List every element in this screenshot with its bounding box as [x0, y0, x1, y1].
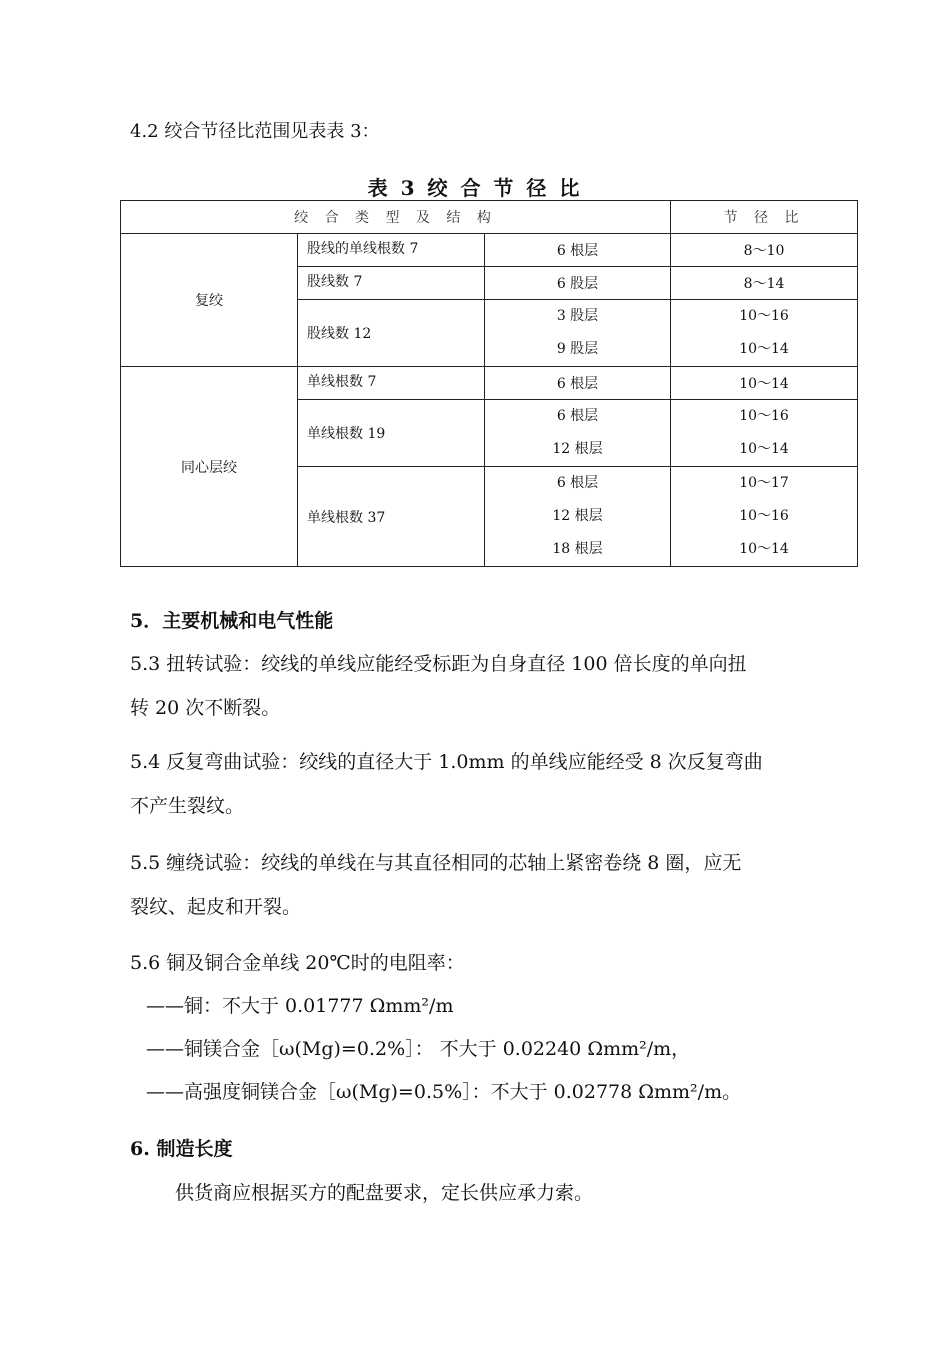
structure-cell: 单线根数 37	[298, 467, 485, 567]
structure-cell: 单线根数 19	[298, 400, 485, 467]
layer-stack-cell	[485, 400, 671, 467]
section-4-2-text: 4.2 绞合节径比范围见表表 3：	[130, 121, 380, 142]
layer-cell: 6 股层	[485, 267, 671, 300]
ratio-cell: 8～14	[671, 267, 858, 300]
ratio-value: 10～16	[739, 408, 789, 424]
table-header-row	[121, 201, 858, 234]
header-ratio-cell: 节 径 比	[671, 201, 858, 234]
layer-value: 12 根层	[552, 508, 603, 524]
section-5-3-line2: 转 20 次不断裂。	[130, 697, 281, 719]
resistivity-copper-magnesium: ——铜镁合金［ω(Mg)=0.2%］： 不大于 0.02240 Ωmm²/m，	[146, 1038, 691, 1060]
layer-value: 12 根层	[552, 441, 603, 457]
table-row	[121, 367, 858, 400]
layer-stack-cell	[485, 300, 671, 367]
structure-cell: 单线根数 7	[298, 367, 485, 400]
ratio-value: 10～16	[739, 508, 789, 524]
section-5-5-line2: 裂纹、起皮和开裂。	[130, 896, 302, 918]
ratio-stack-cell	[671, 400, 858, 467]
layer-value: 9 股层	[556, 341, 599, 357]
group-name-cell: 复绞	[121, 234, 298, 367]
section-6-text: 供货商应根据买方的配盘要求，定长供应承力索。	[175, 1182, 594, 1204]
ratio-value: 10～14	[739, 441, 789, 457]
ratio-cell: 8～10	[671, 234, 858, 267]
layer-value: 18 根层	[552, 541, 603, 557]
ratio-cell: 10～14	[671, 367, 858, 400]
table-row	[121, 234, 858, 267]
layer-cell: 6 根层	[485, 367, 671, 400]
resistivity-high-strength-copper-magnesium: ——高强度铜镁合金［ω(Mg)=0.5%］：不大于 0.02778 Ωmm²/m。	[146, 1081, 742, 1103]
layer-value: 6 根层	[556, 408, 599, 424]
ratio-stack-cell	[671, 300, 858, 367]
header-type-cell: 绞 合 类 型 及 结 构	[121, 201, 671, 234]
section-5-5-line1: 5.5 缠绕试验：绞线的单线在与其直径相同的芯轴上紧密卷绕 8 圈，应无	[130, 852, 742, 874]
group-name-cell: 同心层绞	[121, 367, 298, 567]
layer-cell: 6 根层	[485, 234, 671, 267]
section-5-4-line2: 不产生裂纹。	[130, 795, 245, 817]
section-5-6-text: 5.6 铜及铜合金单线 20℃时的电阻率：	[130, 952, 465, 974]
section-6-heading: 6. 制造长度	[130, 1138, 233, 1160]
structure-cell: 股线数 12	[298, 300, 485, 367]
ratio-value: 10～16	[739, 308, 789, 324]
layer-value: 3 股层	[556, 308, 599, 324]
structure-cell: 股线数 7	[298, 267, 485, 300]
ratio-stack-cell	[671, 467, 858, 567]
ratio-value: 10～17	[739, 475, 789, 491]
layer-value: 6 根层	[556, 475, 599, 491]
table-caption: 表 3 绞 合 节 径 比	[367, 176, 583, 200]
section-5-3-line1: 5.3 扭转试验：绞线的单线应能经受标距为自身直径 100 倍长度的单向扭	[130, 653, 747, 675]
resistivity-copper: ——铜：不大于 0.01777 Ωmm²/m	[146, 995, 454, 1017]
layer-stack-cell	[485, 467, 671, 567]
section-5-4-line1: 5.4 反复弯曲试验：绞线的直径大于 1.0mm 的单线应能经受 8 次反复弯曲	[130, 751, 763, 773]
structure-cell: 股线的单线根数 7	[298, 234, 485, 267]
section-5-heading: 5．主要机械和电气性能	[130, 610, 334, 632]
pitch-ratio-table	[120, 200, 858, 567]
ratio-value: 10～14	[739, 541, 789, 557]
ratio-value: 10～14	[739, 341, 789, 357]
